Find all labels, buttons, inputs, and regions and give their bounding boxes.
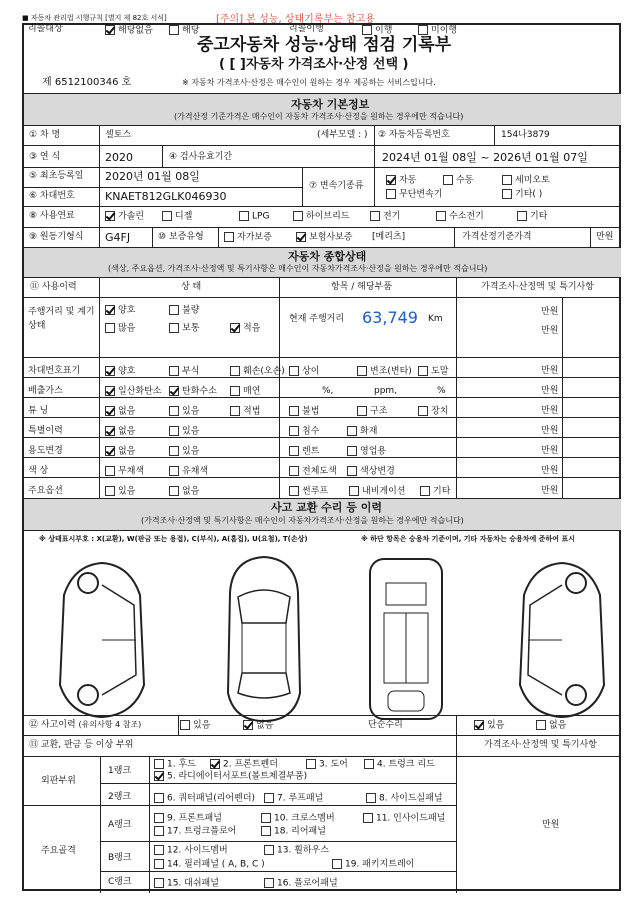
fuel-checkbox[interactable]	[370, 211, 380, 221]
status-row-label: 리콜대상	[28, 24, 63, 34]
status-checkbox[interactable]	[105, 366, 115, 376]
status-col-state: 상 태	[181, 282, 202, 292]
status-row-label: 차대번호표기	[28, 366, 81, 376]
mileage-unit: Km	[428, 314, 443, 324]
price-unit: 만원	[541, 386, 559, 396]
fuel-checkbox[interactable]	[162, 211, 172, 221]
car-name: 셀토스	[105, 130, 132, 140]
status-checkbox[interactable]	[349, 486, 359, 496]
status-col-history: ⑪ 사용이력	[30, 282, 77, 292]
status-checkbox[interactable]	[289, 406, 299, 416]
status-checkbox[interactable]	[420, 486, 430, 496]
status-checkbox[interactable]	[357, 406, 367, 416]
status-checkbox[interactable]	[105, 426, 115, 436]
status-checkbox[interactable]	[357, 366, 367, 376]
inspection-form	[22, 23, 621, 891]
part-checkbox[interactable]	[154, 771, 164, 781]
part-checkbox[interactable]	[154, 878, 164, 888]
status-checkbox[interactable]	[105, 466, 115, 476]
status-checkbox[interactable]	[169, 446, 179, 456]
regulation-note: ■ 자동차 관리법 시행규칙 [별지 제 82호 서식]	[22, 14, 167, 22]
fuel-option: 하이브리드	[293, 211, 349, 222]
first-reg-label: ⑤ 최초등록일	[29, 171, 84, 181]
status-option: 구조	[370, 406, 388, 417]
status-checkbox[interactable]	[289, 466, 299, 476]
status-checkbox[interactable]	[289, 366, 299, 376]
status-checkbox[interactable]	[169, 406, 179, 416]
form-title: 중고자동차 성능·상태 점검 기록부	[197, 35, 452, 55]
status-checkbox[interactable]	[230, 323, 240, 333]
repair-yes: 있음	[487, 720, 505, 731]
basic-section-note: (가격산정 기준가격은 매수인이 자동차 가격조사·산정을 원하는 경우에만 적습니다)	[174, 112, 464, 121]
trans-label: ⑦ 변속기종류	[309, 181, 364, 191]
fuel-option: 디젤	[162, 211, 192, 222]
rankA-label: A랭크	[108, 820, 132, 830]
accident-history-label: ⑫ 사고이력 (유의사항 4 참조)	[29, 720, 142, 730]
part-label: 12. 사이드멤버	[167, 845, 228, 856]
status-checkbox[interactable]	[169, 386, 179, 396]
status-checkbox[interactable]	[105, 486, 115, 496]
status-row-label: 주행거리 및 계기상태	[28, 307, 95, 331]
part-label: 16. 플로어패널	[277, 878, 338, 889]
symbol-legend-note: ※ 하단 항목은 승용차 기준이며, 기타 자동차는 승용차에 준하여 표시	[361, 535, 575, 543]
status-section-title: 자동차 종합상태	[288, 250, 367, 263]
parts-label: ⑬ 교환, 판금 등 이상 부위	[29, 740, 134, 750]
warranty-self-checkbox[interactable]	[224, 232, 234, 242]
status-checkbox[interactable]	[347, 466, 357, 476]
rankB-label: B랭크	[108, 853, 132, 863]
status-checkbox[interactable]	[362, 25, 372, 35]
part-checkbox[interactable]	[261, 813, 271, 823]
price-unit: 만원	[541, 326, 559, 336]
trans-cvt-checkbox[interactable]	[386, 189, 396, 199]
reference-warning: [주의] 본 성능, 상태기록부는 참고용	[216, 14, 375, 25]
status-option: 유채색	[182, 466, 209, 477]
price-unit: 만원	[541, 406, 559, 416]
status-option: 전체도색	[302, 466, 337, 477]
status-checkbox[interactable]	[105, 305, 115, 315]
part-label: 13. 휠하우스	[277, 845, 329, 856]
status-option: 기타	[433, 486, 451, 497]
part-checkbox[interactable]	[364, 759, 374, 769]
price-label: 가격산정기준가격	[462, 232, 532, 242]
rankC-label: C랭크	[108, 877, 132, 887]
repair-yes-checkbox[interactable]	[474, 720, 484, 730]
rank2-label: 2랭크	[108, 792, 132, 802]
fuel-option: 가솔린	[105, 211, 144, 222]
status-checkbox[interactable]	[169, 486, 179, 496]
validity-label: ④ 검사유효기간	[169, 152, 233, 162]
trans-other-checkbox[interactable]	[502, 189, 512, 199]
status-option: 있음	[182, 426, 200, 437]
emission-unit: %	[437, 386, 446, 396]
status-option: 없음	[118, 426, 136, 437]
symbol-legend: ※ 상태표시부호 : X(교환), W(판금 또는 용접), C(부식), A(흠집), U(요철), T(손상)	[39, 535, 308, 543]
parts-price-unit: 만원	[542, 820, 560, 830]
status-checkbox[interactable]	[169, 305, 179, 315]
warranty-insurer: 보험사보증	[309, 232, 353, 243]
status-option: 불량	[182, 305, 200, 316]
status-option: 부식	[182, 366, 200, 377]
mileage-value: 63,749	[362, 308, 418, 327]
part-checkbox[interactable]	[264, 793, 274, 803]
part-label: 8. 사이드실패널	[379, 793, 443, 804]
basic-section-title: 자동차 기본정보	[291, 98, 370, 111]
status-option: 적음	[243, 323, 261, 334]
price-unit: 만원	[541, 466, 559, 476]
status-checkbox[interactable]	[169, 323, 179, 333]
trans-semi: 세미오토	[515, 175, 550, 186]
fuel-option: 수소전기	[436, 211, 484, 222]
status-option: 변조(변타)	[370, 366, 412, 377]
car-right-side-diagram	[514, 555, 610, 723]
fuel-option: LPG	[239, 211, 269, 222]
status-option: 화재	[360, 426, 378, 437]
status-checkbox[interactable]	[230, 366, 240, 376]
part-label: 4. 트렁크 리드	[377, 759, 435, 770]
accident-section-note: (가격조사·산정액 및 특기사항은 매수인이 자동차가격조사·산정을 원하는 경우에만 적습니다)	[141, 516, 464, 525]
status-row-label: 색 상	[28, 466, 49, 476]
status-checkbox[interactable]	[105, 406, 115, 416]
status-option: 영업용	[360, 446, 387, 457]
status-checkbox[interactable]	[418, 25, 428, 35]
part-label: 19. 패키지트레이	[345, 859, 415, 870]
status-option: 양호	[118, 305, 136, 316]
fuel-label: ⑧ 사용연료	[29, 211, 75, 221]
year: 2020	[105, 151, 133, 164]
status-option: 내비게이션	[362, 486, 406, 497]
part-label: 2. 프론트펜더	[223, 759, 278, 770]
part-label: 10. 크로스멤버	[274, 813, 335, 824]
status-checkbox[interactable]	[105, 323, 115, 333]
status-checkbox[interactable]	[347, 426, 357, 436]
reg-no-label: ② 자동차등록번호	[378, 130, 450, 140]
status-checkbox[interactable]	[105, 386, 115, 396]
status-col-item: 항목 / 해당부품	[331, 282, 392, 292]
repair-no-checkbox[interactable]	[536, 720, 546, 730]
fuel-option: 전기	[370, 211, 400, 222]
status-option: 없음	[118, 406, 136, 417]
status-option: 상이	[302, 366, 320, 377]
status-option: 장치	[431, 406, 449, 417]
part-label: 6. 쿼터패널(리어펜더)	[167, 793, 256, 804]
trans-auto: 자동	[399, 175, 417, 186]
parts-price-label: 가격조사·산정액 및 특기사항	[484, 740, 597, 750]
status-checkbox[interactable]	[418, 366, 428, 376]
part-label: 1. 후드	[167, 759, 196, 770]
status-checkbox[interactable]	[230, 386, 240, 396]
status-option: 탄화수소	[182, 386, 217, 397]
status-option: 양호	[118, 366, 136, 377]
status-row-label: 배출가스	[28, 386, 63, 396]
status-option: 훼손(오손)	[243, 366, 285, 377]
part-checkbox[interactable]	[261, 826, 271, 836]
part-checkbox[interactable]	[264, 845, 274, 855]
trans-cvt: 무단변속기	[399, 189, 443, 200]
frame-label: 주요골격	[41, 846, 76, 856]
part-checkbox[interactable]	[154, 859, 164, 869]
part-checkbox[interactable]	[154, 845, 164, 855]
status-option: 없음	[182, 486, 200, 497]
vin: KNAET812GLK046930	[105, 190, 227, 203]
car-frame-diagram	[364, 553, 448, 725]
rank1-label: 1랭크	[108, 766, 132, 776]
status-option: 보통	[182, 323, 200, 334]
accident-no: 없음	[256, 720, 274, 731]
fuel-checkbox[interactable]	[436, 211, 446, 221]
price-unit: 만원	[541, 426, 559, 436]
part-checkbox[interactable]	[332, 859, 342, 869]
status-checkbox[interactable]	[169, 366, 179, 376]
part-checkbox[interactable]	[154, 813, 164, 823]
status-checkbox[interactable]	[105, 446, 115, 456]
insurer-name: [메리츠]	[372, 232, 406, 242]
status-checkbox[interactable]	[289, 446, 299, 456]
part-checkbox[interactable]	[154, 759, 164, 769]
part-checkbox[interactable]	[363, 813, 373, 823]
emission-unit: ppm,	[374, 386, 398, 396]
status-checkbox[interactable]	[289, 486, 299, 496]
status-option: 많음	[118, 323, 136, 334]
engine-label: ⑨ 원동기형식	[29, 232, 84, 242]
part-checkbox[interactable]	[210, 759, 220, 769]
first-reg: 2020년 01월 08일	[105, 170, 200, 183]
trans-other: 기타( )	[515, 189, 543, 200]
status-option: 불법	[302, 406, 320, 417]
status-checkbox[interactable]	[169, 25, 179, 35]
accident-yes: 있음	[193, 720, 211, 731]
part-label: 14. 필러패널 ( A, B, C )	[167, 859, 265, 870]
status-checkbox[interactable]	[289, 426, 299, 436]
part-label: 18. 리어패널	[274, 826, 326, 837]
status-row-label: 용도변경	[28, 446, 63, 456]
repair-no: 없음	[549, 720, 567, 731]
status-option: 침수	[302, 426, 320, 437]
car-top-diagram	[224, 553, 304, 725]
part-checkbox[interactable]	[306, 759, 316, 769]
status-section-note: (색상, 주요옵션, 가격조사·산정액 및 특기사항은 매수인이 자동차가격조사·산정을 원하는 경우에만 적습니다)	[108, 264, 488, 273]
status-option: 있음	[118, 486, 136, 497]
service-note: ※ 자동차 가격조사·산정은 매수인이 원하는 경우 제공하는 서비스입니다.	[182, 78, 436, 87]
car-name-label: ① 차 명	[29, 130, 61, 140]
part-label: 15. 대쉬패널	[167, 878, 219, 889]
part-checkbox[interactable]	[366, 793, 376, 803]
price-unit: 만원	[541, 486, 559, 496]
form-number: 제 6512100346 호	[42, 77, 132, 88]
fuel-checkbox[interactable]	[517, 211, 527, 221]
status-option: 미이행	[431, 25, 458, 36]
status-option: 이행	[375, 25, 393, 36]
status-option: 썬루프	[302, 486, 329, 497]
price-unit: 만원	[541, 446, 559, 456]
status-checkbox[interactable]	[418, 406, 428, 416]
part-checkbox[interactable]	[154, 793, 164, 803]
status-option: 있음	[182, 446, 200, 457]
fuel-checkbox[interactable]	[293, 211, 303, 221]
engine: G4FJ	[105, 231, 131, 244]
trans-semi-checkbox[interactable]	[502, 175, 512, 185]
repair-label: 단순수리	[368, 720, 403, 730]
status-row-label: 주요옵션	[28, 486, 63, 496]
warranty-insurer-checkbox[interactable]	[296, 232, 306, 242]
part-label: 3. 도어	[319, 759, 348, 770]
vin-label: ⑥ 차대번호	[29, 191, 75, 201]
status-option: 있음	[182, 406, 200, 417]
status-option: 매연	[243, 386, 261, 397]
status-option: 무채색	[118, 466, 145, 477]
price-unit: 만원	[541, 307, 559, 317]
status-checkbox[interactable]	[230, 406, 240, 416]
part-checkbox[interactable]	[154, 826, 164, 836]
form-subtitle: ( [ ]자동차 가격조사·산정 선택 )	[219, 57, 409, 72]
price-unit: 만원	[596, 232, 614, 242]
year-label: ③ 연 식	[29, 152, 61, 162]
validity: 2024년 01월 08일 ~ 2026년 01월 07일	[382, 151, 588, 164]
outer-panel-label: 외판부위	[41, 776, 76, 786]
accident-yes-checkbox[interactable]	[180, 720, 190, 730]
model-label: (세부모델 : )	[317, 130, 368, 140]
accident-no-checkbox[interactable]	[243, 720, 253, 730]
part-checkbox[interactable]	[264, 878, 274, 888]
fuel-option: 기타	[517, 211, 547, 222]
trans-auto-checkbox[interactable]	[386, 175, 396, 185]
status-option: 일산화탄소	[118, 386, 162, 397]
part-label: 11. 인사이드패널	[376, 813, 446, 824]
status-col-price: 가격조사·산정액 및 특기사항	[481, 282, 594, 292]
part-label: 17. 트렁크플로어	[167, 826, 237, 837]
mileage-label: 현재 주행거리	[289, 314, 345, 324]
warranty-self: 자가보증	[237, 232, 272, 243]
accident-section-title: 사고 교환 수리 등 이력	[271, 501, 382, 514]
emission-unit: %,	[322, 386, 334, 396]
status-row-label: 튜 닝	[28, 406, 49, 416]
reg-no: 154나3879	[501, 130, 550, 140]
status-option: 적법	[243, 406, 261, 417]
trans-manual: 수동	[456, 175, 474, 186]
part-label: 5. 라디에이터서포트(볼트체결부품)	[167, 771, 308, 782]
trans-manual-checkbox[interactable]	[443, 175, 453, 185]
status-option: 해당없음	[118, 25, 153, 36]
part-label: 9. 프론트패널	[167, 813, 222, 824]
status-option: 색상변경	[360, 466, 395, 477]
status-option: 해당	[182, 25, 200, 36]
part-label: 7. 루프패널	[277, 793, 324, 804]
car-left-side-diagram	[54, 555, 150, 723]
status-row-label: 특별이력	[28, 426, 63, 436]
status-option: 렌트	[302, 446, 320, 457]
recall-done-label: 리콜이행	[289, 24, 324, 34]
status-option: 도말	[431, 366, 449, 377]
status-checkbox[interactable]	[105, 25, 115, 35]
fuel-checkbox[interactable]	[105, 211, 115, 221]
warranty-label: ⑩ 보증유형	[158, 232, 204, 242]
status-checkbox[interactable]	[347, 446, 357, 456]
price-unit: 만원	[541, 366, 559, 376]
status-option: 없음	[118, 446, 136, 457]
status-checkbox[interactable]	[169, 426, 179, 436]
fuel-checkbox[interactable]	[239, 211, 249, 221]
status-checkbox[interactable]	[169, 466, 179, 476]
